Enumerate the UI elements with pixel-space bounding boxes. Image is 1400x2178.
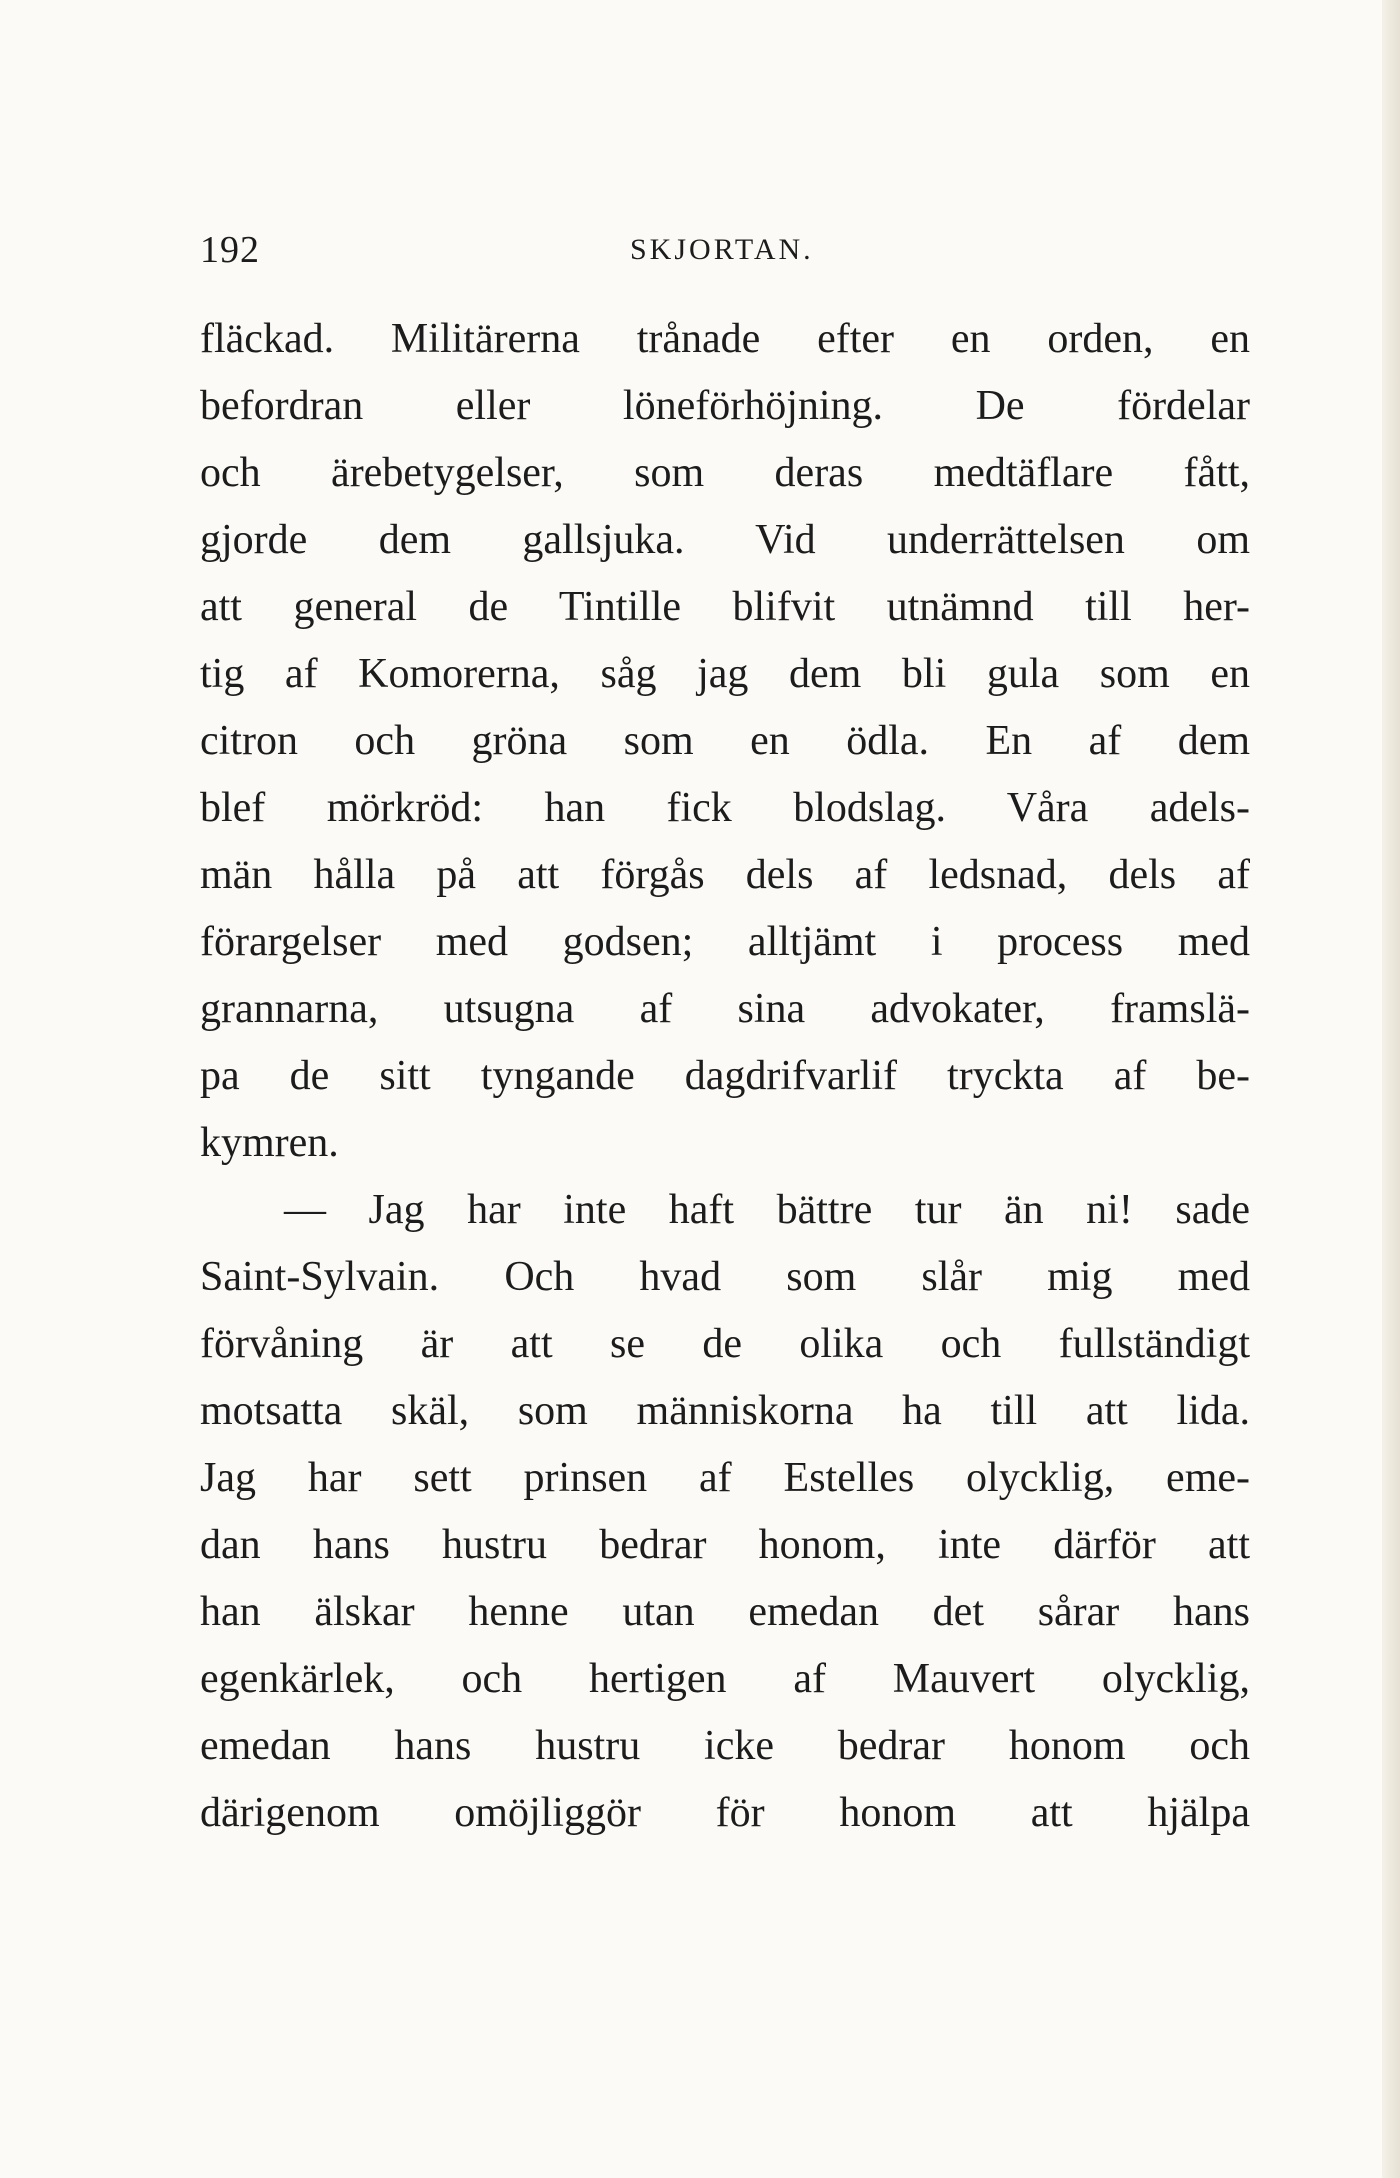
text-line: dan hans hustru bedrar honom, inte därför att [200, 1522, 1250, 1568]
text-line: motsatta skäl, som människorna ha till att lida. [200, 1388, 1250, 1434]
body-text [200, 306, 1250, 1847]
text-line: pa de sitt tyngande dagdrifvarlif tryckta af be- [200, 1053, 1250, 1099]
text-line: män hålla på att förgås dels af ledsnad, dels af [200, 852, 1250, 898]
text-line: gjorde dem gallsjuka. Vid underrättelsen om [200, 517, 1250, 563]
text-line: citron och gröna som en ödla. En af dem [200, 718, 1250, 764]
text-line: tig af Komorerna, såg jag dem bli gula som en [200, 651, 1250, 697]
text-line: att general de Tintille blifvit utnämnd till her- [200, 584, 1250, 630]
text-line: emedan hans hustru icke bedrar honom och [200, 1723, 1250, 1769]
text-line: han älskar henne utan emedan det sårar hans [200, 1589, 1250, 1635]
text-line: förargelser med godsen; alltjämt i process med [200, 919, 1250, 965]
text-line: därigenom omöjliggör för honom att hjälpa [200, 1790, 1250, 1836]
text-line: — Jag har inte haft bättre tur än ni! sade [284, 1187, 1250, 1233]
text-line: Saint-Sylvain. Och hvad som slår mig med [200, 1254, 1250, 1300]
text-line: och ärebetygelser, som deras medtäflare fått, [200, 450, 1250, 496]
text-line: befordran eller löneförhöjning. De fördelar [200, 383, 1250, 429]
text-line: grannarna, utsugna af sina advokater, framslä- [200, 986, 1250, 1032]
running-head [200, 228, 1250, 272]
text-line: blef mörkröd: han fick blodslag. Våra adels- [200, 785, 1250, 831]
text-line: Jag har sett prinsen af Estelles olycklig, eme- [200, 1455, 1250, 1501]
page-number: 192 [200, 229, 260, 271]
text-line: egenkärlek, och hertigen af Mauvert olycklig, [200, 1656, 1250, 1702]
text-line: fläckad. Militärerna trånade efter en orden, en [200, 316, 1250, 362]
text-line: förvåning är att se de olika och fullständigt [200, 1321, 1250, 1367]
page-edge-shadow [1382, 0, 1400, 2178]
running-title: SKJORTAN. [630, 233, 814, 266]
text-line: kymren. [200, 1120, 339, 1166]
